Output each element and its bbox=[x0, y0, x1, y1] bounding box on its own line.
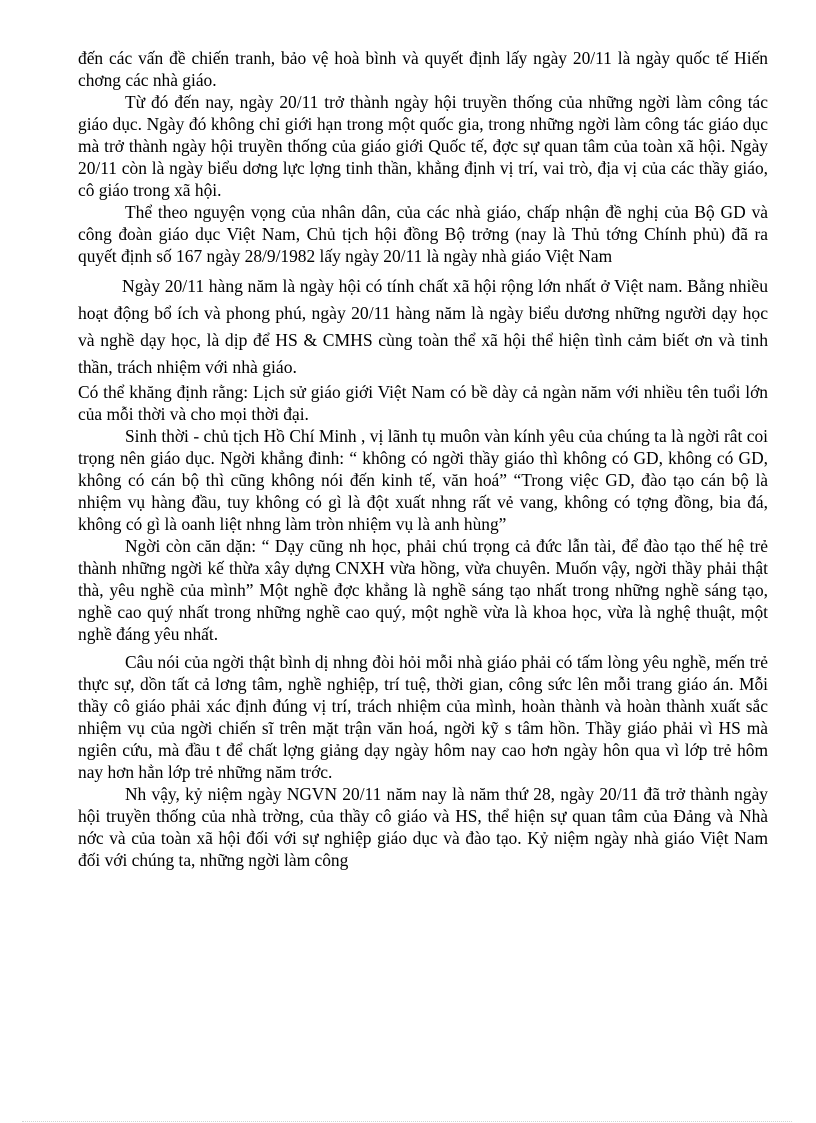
paragraph-7: Ngời còn căn dặn: “ Dạy cũng nh học, phải chú trọng cả đức lẫn tài, để đào tạo thế hệ trẻ thành những ngời kế thừa xây dựng CNXH vừa hồng, vừa chuyên. Muốn vậy, ngời thầy phải thật thà, yêu nghề của mình” Một nghề đợc khẳng là nghề sáng tạo nhất trong những nghề sáng tạo, nghề cao quý nhất trong những nghề cao quý, một nghề vừa là khoa học, vừa là nghệ thuật, một nghề đáng yêu nhất. bbox=[78, 536, 768, 644]
paragraph-3: Thể theo nguyện vọng của nhân dân, của các nhà giáo, chấp nhận đề nghị của Bộ GD và công đoàn giáo dục Việt Nam, Chủ tịch hội đồng Bộ trởng (nay là Thủ tớng Chính phủ) đã ra quyết định số 167 ngày 28/9/1982 lấy ngày 20/11 là ngày nhà giáo Việt Nam bbox=[78, 202, 768, 266]
paragraph-1: đến các vấn đề chiến tranh, bảo vệ hoà bình và quyết định lấy ngày 20/11 là ngày quốc tế Hiến chơng các nhà giáo. bbox=[78, 48, 768, 90]
paragraph-2: Từ đó đến nay, ngày 20/11 trở thành ngày hội truyền thống của những ngời làm công tác giáo dục. Ngày đó không chỉ giới hạn trong một quốc gia, trong những ngời làm công tác giáo dục mà trở thành ngày hội truyền thống của giáo giới Quốc tế, đợc sự quan tâm của toàn xã hội. Ngày 20/11 còn là ngày biểu dơng lực lợng tinh thần, khẳng định vị trí, vai trò, địa vị của các thầy giáo, cô giáo trong xã hội. bbox=[78, 92, 768, 200]
paragraph-6: Sinh thời - chủ tịch Hồ Chí Minh , vị lãnh tụ muôn vàn kính yêu của chúng ta là ngời rât coi trọng nên giáo dục. Ngời khẳng đinh: “ không có ngời thầy giáo thì không có GD, không có GD, không có cán bộ thì cũng không nói đến kinh tế, văn hoá” “Trong việc GD, đào tạo cán bộ là nhiệm vụ hàng đầu, tuy không có gì là đột xuất nhng rất vẻ vang, không có tợng đồng, bia đá, không có gì là oanh liệt nhng làm tròn nhiệm vụ là anh hùng” bbox=[78, 426, 768, 534]
document-page bbox=[78, 47, 768, 871]
paragraph-9: Nh vậy, kỷ niệm ngày NGVN 20/11 năm nay là năm thứ 28, ngày 20/11 đã trở thành ngày hội truyền thống của nhà trờng, của thầy cô giáo và HS, thể hiện sự quan tâm của Đảng và Nhà nớc và của toàn xã hội đối với sự nghiệp giáo dục và đào tạo. Kỷ niệm ngày nhà giáo Việt Nam đối với chúng ta, những ngời làm công bbox=[78, 784, 768, 870]
page-bottom-rule bbox=[22, 1121, 792, 1122]
paragraph-4: Ngày 20/11 hàng năm là ngày hội có tính chất xã hội rộng lớn nhất ở Việt nam. Bằng nhiều hoạt động bổ ích và phong phú, ngày 20/11 hàng năm là ngày biểu dương những người dạy học và nghề dạy học, là dịp để HS & CMHS cùng toàn thể xã hội thể hiện tình cảm biết ơn và tinh thần, trách nhiệm với nhà giáo. bbox=[78, 276, 768, 377]
paragraph-8: Câu nói của ngời thật bình dị nhng đòi hỏi mỗi nhà giáo phải có tấm lòng yêu nghề, mến trẻ thực sự, dồn tất cả lơng tâm, nghề nghiệp, trí tuệ, thời gian, công sức lên mỗi trang giáo án. Mỗi thầy cô giáo phải xác định đúng vị trí, trách nhiệm của mình, hoàn thành và hoàn thành xuất sắc nhiệm vụ của ngời chiến sĩ trên mặt trận văn hoá, ngời kỹ s tâm hồn. Thầy giáo phải vì HS mà ngiên cứu, mà đầu t để chất lợng giảng dạy ngày hôm nay cao hơn ngày hôn qua vì lớp trẻ hôm nay hơn hẳn lớp trẻ những năm trớc. bbox=[78, 652, 768, 782]
paragraph-5: Có thể khăng định rằng: Lịch sử giáo giới Việt Nam có bề dày cả ngàn năm với nhiều tên tuổi lớn của mỗi thời và cho mọi thời đại. bbox=[78, 382, 768, 424]
